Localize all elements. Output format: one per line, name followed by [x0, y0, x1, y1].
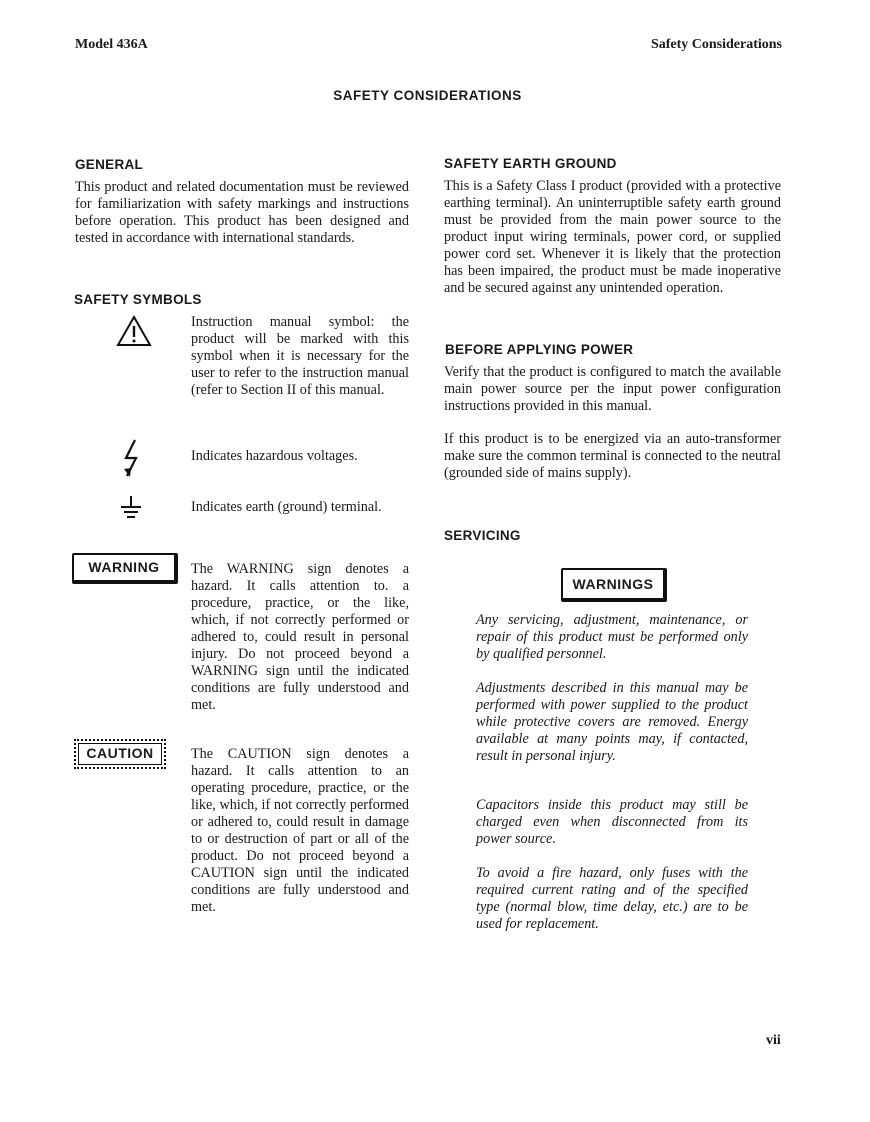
before-power-text-2: If this product is to be energized via an auto-transformer make sure the common terminal is connected to the neutral (grounded side of mains supply). [444, 431, 781, 481]
page-number: vii [766, 1033, 781, 1048]
earth-ground-text: This is a Safety Class I product (provided with a protective earthing terminal). An uninterruptible safety earth ground must be provided from the main power source to the product input wiring terminals, power cord, or supplied power cord set. Whenever it is likely that the protection has been impaired, the product must be made inoperative and be secured against any unintended operation. [444, 178, 781, 296]
ground-text: Indicates earth (ground) terminal. [191, 499, 382, 515]
general-heading: GENERAL [75, 157, 144, 172]
servicing-warning-1: Any servicing, adjustment, maintenance, or repair of this product must be performed only by qualified personnel. [476, 612, 748, 662]
header-section: Safety Considerations [650, 37, 782, 52]
caution-sign: CAUTION [74, 739, 166, 769]
ground-terminal-icon [118, 494, 144, 527]
general-text: This product and related documentation must be reviewed for familiarization with safety markings and instructions before operation. This product has been designed and tested in accordance with international standards. [75, 179, 409, 246]
servicing-heading: SERVICING [444, 528, 521, 543]
servicing-warning-4: To avoid a fire hazard, only fuses with the required current rating and of the specified type (normal blow, time delay, etc.) are to be used for replacement. [476, 865, 748, 932]
caution-text: The CAUTION sign denotes a hazard. It calls attention to an operating procedure, practice, or the like, which, if not correctly performed or adhered to, could result in damage to or destruction of part or all of the product. Do not proceed beyond a CAUTION sign until the indicated conditions are fully understood and met. [191, 746, 409, 915]
header-model: Model 436A [75, 37, 148, 52]
safety-earth-ground-heading: SAFETY EARTH GROUND [444, 156, 617, 171]
warning-text: The WARNING sign denotes a hazard. It calls attention to. a procedure, practice, or the like, which, if not correctly performed or adhered to, could result in personal injury. Do not proceed beyond a WARNING sign until the indicated conditions are fully understood and met. [191, 561, 409, 713]
warnings-sign: WARNINGS [561, 568, 667, 602]
hazard-text: Indicates hazardous voltages. [191, 448, 358, 464]
safety-symbols-heading: SAFETY SYMBOLS [74, 292, 202, 307]
servicing-warning-2: Adjustments described in this manual may be performed with power supplied to the product while protective covers are removed. Energy available at many points may, if contacted, result in personal injury. [476, 680, 748, 764]
page-title: SAFETY CONSIDERATIONS [333, 88, 522, 103]
instruction-manual-icon [116, 315, 152, 352]
before-applying-power-heading: BEFORE APPLYING POWER [445, 342, 634, 357]
hazardous-voltage-icon [122, 439, 142, 484]
before-power-text-1: Verify that the product is configured to match the available main power source per the input power configuration instructions provided in this manual. [444, 364, 781, 414]
servicing-warning-3: Capacitors inside this product may still be charged even when disconnected from its power source. [476, 797, 748, 847]
manual-symbol-text: Instruction manual symbol: the product will be marked with this symbol when it is necessary for the user to refer to the instruction manual (refer to Section II of this manual. [191, 314, 409, 398]
warning-sign: WARNING [72, 553, 178, 584]
